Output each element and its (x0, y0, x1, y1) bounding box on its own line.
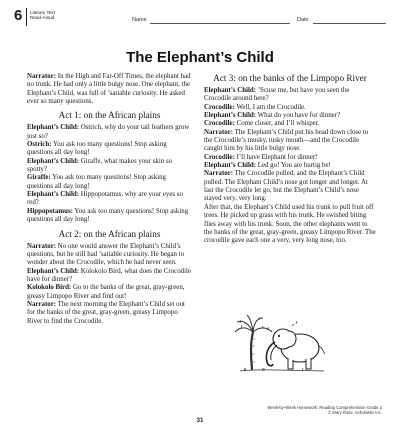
header-divider (26, 8, 27, 26)
dialogue-line (27, 191, 192, 208)
name-label: Name (132, 17, 147, 23)
section-label-line2: Read-Aloud (30, 15, 55, 21)
dialogue-line (27, 124, 192, 141)
dialogue-line (27, 73, 192, 106)
page-number: 6 (14, 7, 23, 24)
dialogue-text: The Crocodile pulled, and the Elephant’s Child pulled. The Elephant Child’s nose got longer and longer. At last the Crocodile let go, but the Elephant’s Child’s nose stayed very, very long. After that, the Elephant’s Child used his trunk to pull fruit off trees. He picked up grass with his trunk. He swished biting flies away with his trunk. Soon, the other elephants went to the banks of the great, gray-green, greasy Limpopo River. The crocodile gave each one a very, very long nose, too. (204, 170, 376, 245)
speaker-name: Narrator: (204, 128, 234, 136)
speaker-name: Elephant’s Child: (27, 157, 80, 165)
dialogue-text: You ask too many questions! Stop asking questions all day long! (27, 174, 166, 190)
dialogue-line (204, 104, 376, 112)
dialogue-text: You ask too many questions! Stop asking questions all day long! (27, 207, 189, 224)
speaker-name: Elephant’s Child: (204, 87, 257, 94)
speaker-name: Crocodile: (204, 153, 235, 161)
dialogue-text: In the High and Far-Off Times, the elephant had no trunk. He had only a little bulgy nose. One elephant, the Elephant’s Child, was full of ’satiable curiosity. He asked ever so many questions. (27, 73, 191, 106)
dialogue-text: Led go! You are hurtig be! (256, 162, 331, 170)
elephant-palm-illustration (232, 296, 332, 374)
speaker-name: Elephant’s Child: (27, 191, 80, 199)
dialogue-text: I’ll have Elephant for dinner! (234, 153, 318, 161)
act-heading: Act 3: on the banks of the Limpopo River (213, 73, 367, 83)
speaker-name: Narrator: (27, 73, 57, 80)
speaker-name: Elephant’s Child: (204, 112, 257, 120)
dialogue-line (204, 87, 376, 104)
dialogue-line (204, 112, 376, 120)
speaker-name: Narrator: (27, 300, 57, 308)
dialogue-text: Giraffe, what makes your skin so spotty? (27, 157, 173, 174)
footer-credit (252, 405, 382, 415)
right-column (204, 73, 376, 246)
name-field[interactable] (150, 23, 290, 24)
dialogue-line (27, 174, 192, 191)
speaker-name: Elephant’s Child: (204, 162, 257, 170)
speaker-name: Giraffe: (27, 174, 51, 182)
dialogue-text: Go to the banks of the great, gray-green, greasy Limpopo River and find out! (27, 284, 185, 300)
dialogue-text: The Elephant’s Child put his head down close to the Crocodile’s musky, tusky mouth—and the Crocodile caught him by his little bulgy nose. (204, 128, 369, 153)
dialogue-line (204, 120, 376, 128)
dialogue-line (204, 129, 376, 154)
dialogue-text: ’Scuse me, but have you seen the Crocodile around here? (204, 87, 350, 103)
act-heading: Act 1: on the African plains (58, 110, 161, 121)
speaker-name: Hippopotamus: (27, 207, 73, 215)
dialogue-line (27, 141, 192, 158)
footer-credit-line2: © Mary Rose, Scholastic Inc. (328, 410, 382, 415)
dialogue-line (27, 301, 192, 326)
speaker-name: Crocodile: (204, 120, 235, 128)
dialogue-line (27, 268, 192, 285)
section-label-line1: Literary Text (30, 10, 55, 15)
speaker-name: Narrator: (27, 242, 57, 250)
act-heading: Act 2: on the African plains (58, 228, 161, 239)
speaker-name: Ostrich: (27, 141, 52, 149)
dialogue-text: Come closer, and I’ll whisper. (234, 120, 320, 128)
speaker-name: Elephant’s Child: (27, 267, 80, 275)
dialogue-text: Hippopotamus, why are your eyes so red? (27, 191, 183, 207)
page-header (14, 8, 386, 28)
dialogue-text: Well, I am the Crocodile. (234, 103, 306, 111)
dialogue-text: No one would answer the Elephant’s Child’s questions, but he still had ’satiable curiosity. He began to wonder about the Crocodile, which he had never seen. (27, 242, 185, 267)
section-label (30, 10, 70, 21)
dialogue-line (27, 158, 192, 175)
left-column (27, 73, 192, 326)
dialogue-text: What do you have for dinner? (256, 112, 341, 120)
dialogue-line (204, 170, 376, 245)
speaker-name: Narrator: (204, 170, 234, 178)
speaker-name: Kolokolo Bird: (27, 284, 72, 292)
dialogue-line (27, 208, 192, 225)
dialogue-text: Ostrich, why do your tail feathers grow just so? (27, 124, 190, 140)
speaker-name: Crocodile: (204, 103, 235, 111)
dialogue-text: Kolokolo Bird, what does the Crocodile have for dinner? (27, 267, 191, 283)
dialogue-line (204, 162, 376, 170)
dialogue-line (27, 243, 192, 268)
dialogue-text: The next morning the Elephant’s Child set out for the banks of the great, gray-green, greasy Limpopo River to find the Crocodile. (27, 300, 185, 325)
date-field[interactable] (313, 23, 386, 24)
speaker-name: Elephant’s Child: (27, 124, 80, 132)
dialogue-text: You ask too many questions! Stop asking questions all day long! (27, 141, 167, 157)
footer-credit-line1: Week-by-Week Homework: Reading Comprehension Grade 3 (267, 405, 382, 410)
footer-page-number: 31 (196, 418, 204, 424)
date-label: Date (297, 17, 309, 23)
page-title: The Elephant’s Child (126, 49, 274, 66)
dialogue-line (27, 284, 192, 301)
dialogue-line (204, 154, 376, 162)
